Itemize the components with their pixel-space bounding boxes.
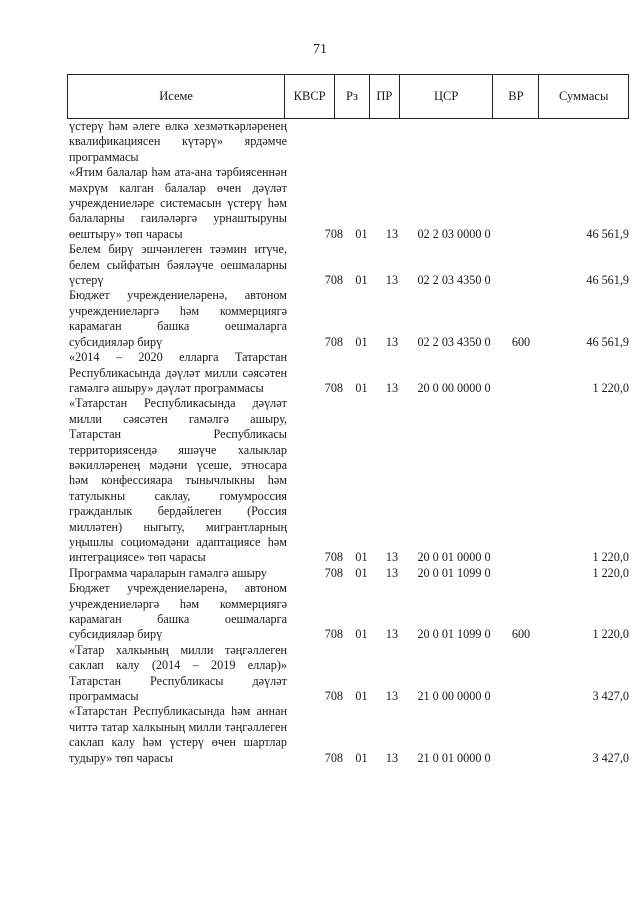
table-row [67,396,629,565]
header-csr: ЦСР [399,75,493,118]
row-sum: 1 220,0 [592,565,629,580]
row-name: «Татарстан Республикасында һәм аннан читтә татар халкының милли тәңгәллеген саклап калу һәм үстерү өчен шартлар тудыру» төп чарасы [69,704,287,765]
row-csr: 02 2 03 4350 0 [417,273,491,288]
row-kvsr: 708 [324,689,343,704]
row-rz: 01 [355,627,368,642]
row-kvsr: 708 [324,627,343,642]
row-sum: 1 220,0 [592,550,629,565]
row-csr: 02 2 03 0000 0 [417,226,491,241]
row-sum: 46 561,9 [586,334,629,349]
row-name: «Ятим балалар һәм ата-ана тәрбиясеннән мәхрүм калган балалар өчен дәүләт учреждениеләре системасын үстерү һәм балаларны гаиләләргә урнаштыруны өештыру» төп чарасы [69,165,287,241]
table-row [67,288,629,350]
row-name: «2014 – 2020 елларга Татарстан Республикасында дәүләт милли сәясәтен гамәлгә ашыру» дәүләт программасы [69,350,287,395]
row-csr: 21 0 01 0000 0 [417,750,491,765]
row-pr: 13 [385,565,399,580]
table-row [67,566,629,581]
row-pr: 13 [385,750,399,765]
row-pr: 13 [385,226,399,241]
row-sum: 3 427,0 [592,689,629,704]
table-row [67,242,629,288]
row-csr: 20 0 01 0000 0 [417,550,491,565]
row-pr: 13 [385,627,399,642]
row-sum: 3 427,0 [592,750,629,765]
row-rz: 01 [355,750,368,765]
row-csr: 21 0 00 0000 0 [417,689,491,704]
header-sum: Суммасы [538,75,628,118]
table-header [67,74,629,119]
row-kvsr: 708 [324,750,343,765]
table-row [67,643,629,705]
row-kvsr: 708 [324,226,343,241]
row-kvsr: 708 [324,334,343,349]
row-rz: 01 [355,273,368,288]
row-pr: 13 [385,273,399,288]
table-row [67,581,629,643]
row-csr: 20 0 00 0000 0 [417,380,491,395]
row-kvsr: 708 [324,550,343,565]
row-name: Бюджет учреждениеләренә, автоном учреждениеләргә һәм коммерциягә карамаган башка оешмаларга субсидияләр бирү [69,581,287,642]
row-name: «Татар халкының милли тәңгәллеген саклап калу (2014 – 2019 еллар)» Татарстан Республикасы дәүләт программасы [69,642,287,704]
header-kvsr: КВСР [284,75,334,118]
row-name: «Татарстан Республикасында дәүләт милли сәясәтен гамәлгә ашыру, Татарстан Республикасы территориясендә яшәүче халыклар вәкилләренең мәдәни үсеше, этносара һәм конфессияара тынычлыкны һәм татулыкны саклау, гомумроссия гражданлык бердәйлеген (Россия милләтен) ныгыту, мигрантларның уңышлы социомәдәни адаптациясе һәм интеграциясе» төп чарасы [69,396,287,565]
row-pr: 13 [385,550,399,565]
row-rz: 01 [355,334,368,349]
row-sum: 1 220,0 [592,627,629,642]
row-vr: 600 [511,627,531,642]
table-row [67,704,629,766]
row-csr: 20 0 01 1099 0 [417,565,491,580]
header-rz: Рз [334,75,369,118]
row-vr: 600 [511,334,531,349]
row-sum: 46 561,9 [586,273,629,288]
row-rz: 01 [355,380,368,395]
row-sum: 46 561,9 [586,226,629,241]
row-csr: 20 0 01 1099 0 [417,627,491,642]
row-kvsr: 708 [324,380,343,395]
table-row [67,119,629,165]
row-kvsr: 708 [324,565,343,580]
row-csr: 02 2 03 4350 0 [417,334,491,349]
row-rz: 01 [355,226,368,241]
row-name: Программа чараларын гамәлгә ашыру [69,565,267,580]
table-row [67,350,629,396]
row-sum: 1 220,0 [592,380,629,395]
row-name: Бюджет учреждениеләренә, автоном учреждениеләргә һәм коммерциягә карамаган башка оешмаларга субсидияләр бирү [69,288,287,349]
row-pr: 13 [385,380,399,395]
row-rz: 01 [355,550,368,565]
row-kvsr: 708 [324,273,343,288]
row-rz: 01 [355,565,368,580]
header-name: Исеме [159,89,193,103]
row-rz: 01 [355,689,368,704]
header-vr: ВР [492,75,538,118]
row-name: Белем бирү эшчәнлеген тәэмин итүче, белем сыйфатын бәяләүче оешмаларны үстерү [69,242,287,288]
page-number: 71 [313,42,327,57]
table-row [67,165,629,242]
row-name: үстерү һәм әлеге өлкә хезмәткәрләренең квалификациясен күтәрү» ярдәмче программасы [69,119,287,164]
budget-table [67,74,629,766]
header-pr: ПР [369,75,399,118]
row-pr: 13 [385,334,399,349]
row-pr: 13 [385,689,399,704]
